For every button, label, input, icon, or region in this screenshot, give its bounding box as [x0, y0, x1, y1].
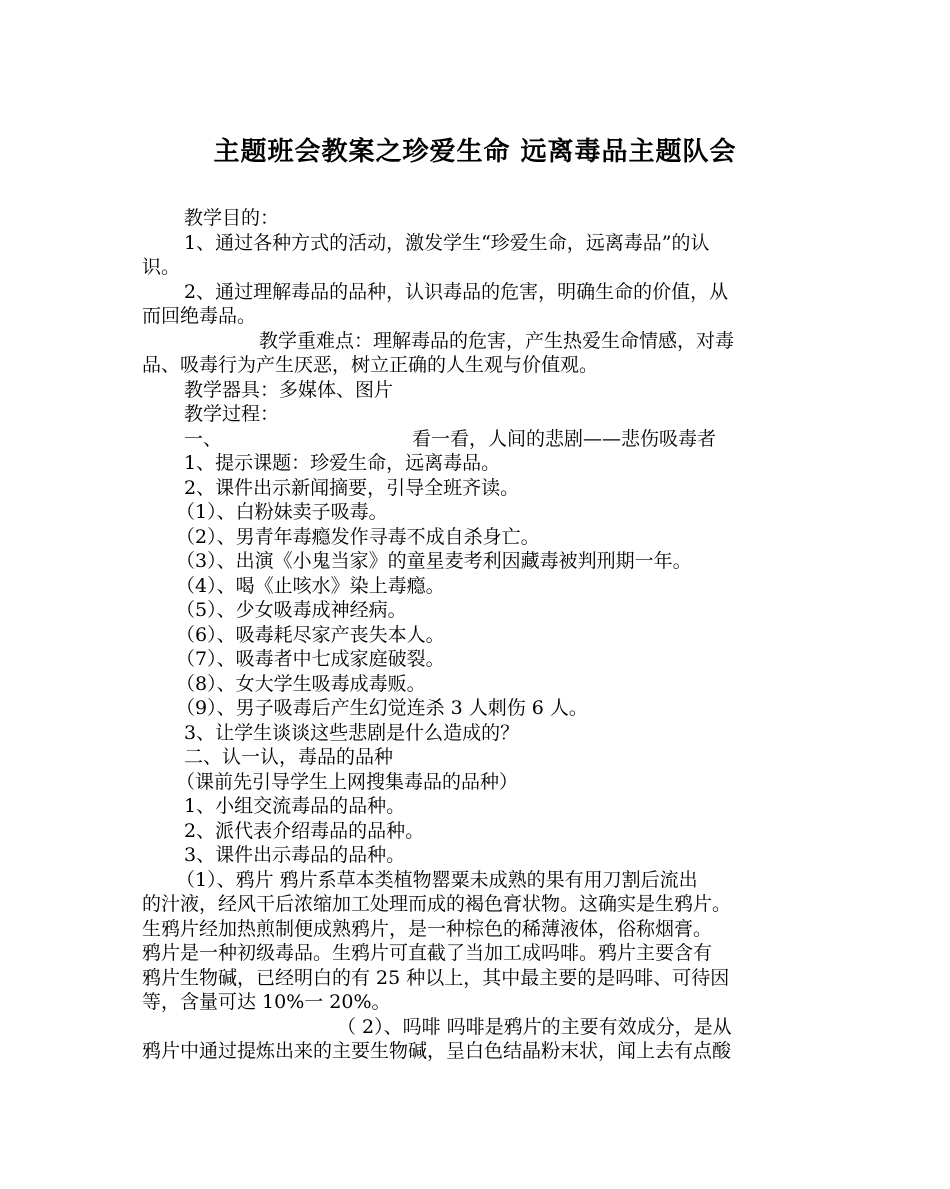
text-line: 生鸦片经加热煎制便成熟鸦片，是一种棕色的稀薄液体，俗称烟膏。: [142, 917, 713, 940]
section-heading-line: [142, 427, 824, 452]
text-line: 识。: [142, 256, 181, 278]
text-line: 鸦片生物碱，已经明白的有 25 种以上，其中最主要的是吗啡、可待因: [142, 966, 730, 989]
text-line: 鸦片是一种初级毒品。生鸦片可直截了当加工成吗啡。鸦片主要含有: [142, 942, 713, 964]
document-body: [142, 206, 824, 1064]
text-line: 教学重难点：理解毒品的危害，产生热爱生命情感，对毒: [259, 329, 735, 352]
section-number: 一、: [184, 427, 223, 450]
text-line: 教学过程：: [184, 403, 280, 425]
text-line: 2、课件出示新闻摘要，引导全班齐读。: [184, 476, 520, 499]
section-heading: 二、认一认，毒品的品种: [184, 746, 394, 768]
list-item: （8）、女大学生吸毒成毒贩。: [176, 672, 426, 695]
text-line: 教学目的：: [184, 207, 280, 229]
list-item: （7）、吸毒者中七成家庭破裂。: [176, 648, 445, 670]
text-line: 3、课件出示毒品的品种。: [184, 844, 406, 866]
text-line: 2、派代表介绍毒品的品种。: [184, 819, 425, 842]
text-line: 1、通过各种方式的活动，激发学生“珍爱生命，远离毒品”的认: [184, 231, 710, 254]
text-line: 的汁液，经风干后浓缩加工处理而成的褐色膏状物。这确实是生鸦片。: [142, 893, 732, 915]
text-line: 鸦片中通过提炼出来的主要生物碱，呈白色结晶粉末状，闻上去有点酸: [142, 1040, 732, 1062]
page-title: 主题班会教案之珍爱生命 远离毒品主题队会: [213, 137, 737, 167]
section-heading: 看一看，人间的悲剧——悲伤吸毒者: [412, 427, 717, 450]
text-line: 1、小组交流毒品的品种。: [184, 795, 406, 817]
text-line: 2、通过理解毒品的品种，认识毒品的危害，明确生命的价值，从: [184, 280, 729, 303]
text-line: 1、提示课题：珍爱生命，远离毒品。: [184, 452, 501, 474]
text-line: 3、让学生谈谈这些悲剧是什么造成的？: [184, 721, 520, 744]
list-item: （6）、吸毒耗尽家产丧失本人。: [176, 623, 445, 646]
text-line: 而回绝毒品。: [142, 305, 257, 327]
text-line: （1）、鸦片 鸦片系草本类植物罂粟未成熟的果有用刀割后流出: [176, 868, 698, 891]
text-line: 品、吸毒行为产生厌恶，树立正确的人生观与价值观。: [142, 354, 599, 376]
list-item: （1）、白粉妹卖子吸毒。: [176, 501, 388, 523]
text-line: 等，含量可达 10%一 20%。: [142, 991, 391, 1013]
list-item: （5）、少女吸毒成神经病。: [176, 599, 407, 621]
list-item: （9）、男子吸毒后产生幻觉连杀 3 人刺伤 6 人。: [176, 697, 588, 719]
list-item: （2）、男青年毒瘾发作寻毒不成自杀身亡。: [176, 525, 540, 548]
text-line: （课前先引导学生上网搜集毒品的品种）: [176, 770, 519, 793]
list-item: （4）、喝《止咳水》染上毒瘾。: [176, 574, 445, 597]
text-line: （ 2）、吗啡 吗啡是鸦片的主要有效成分，是从: [337, 1015, 732, 1038]
text-line: 教学器具：多媒体、图片: [184, 378, 394, 401]
list-item: （3）、出演《小鬼当家》的童星麦考利因藏毒被判刑期一年。: [176, 550, 692, 572]
